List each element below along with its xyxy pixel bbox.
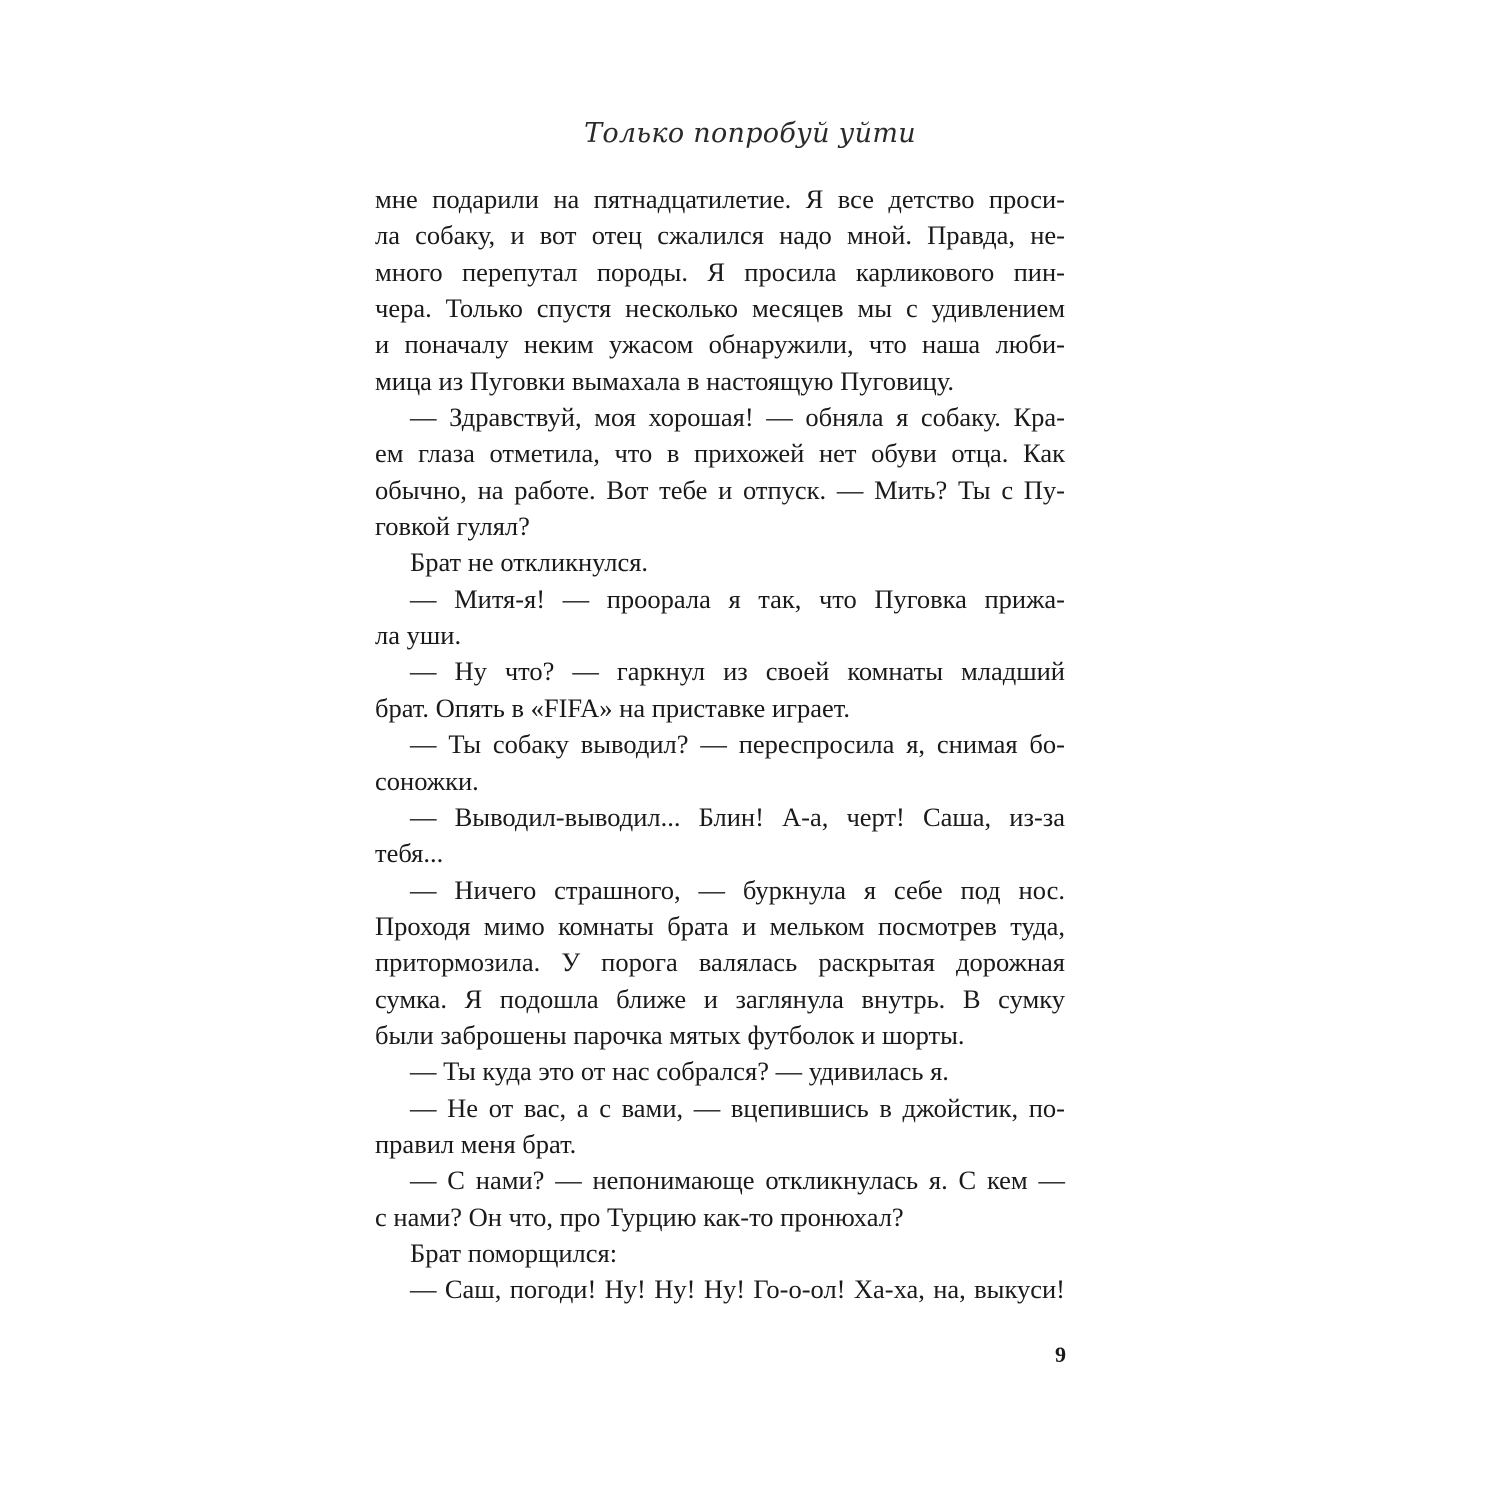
text-line: чера. Только спустя несколько месяцев мы с удивлением <box>375 293 1065 324</box>
text-line: ем глаза отметила, что в прихожей нет обуви отца. Как <box>375 438 1065 469</box>
text-line: — Саш, погоди! Ну! Ну! Ну! Го-о-ол! Ха-ха, на, выкуси! <box>410 1274 1065 1305</box>
text-line: соножки. <box>375 765 479 796</box>
text-line: мица из Пуговки вымахала в настоящую Пуговицу. <box>375 365 955 396</box>
text-line: — Не от вас, а с вами, — вцепившись в джойстик, по- <box>410 1092 1065 1123</box>
text-line: правил меня брат. <box>375 1128 577 1159</box>
text-line: сумка. Я подошла ближе и заглянула внутрь. В сумку <box>375 983 1065 1014</box>
text-line: — Ничего страшного, — буркнула я себе под нос. <box>410 874 1065 905</box>
text-line: говкой гулял? <box>375 511 530 542</box>
text-line: тебя... <box>375 838 444 869</box>
body-text <box>375 181 1065 1308</box>
text-line: Брат не откликнулся. <box>410 547 649 578</box>
page-number: 9 <box>1055 1342 1066 1367</box>
text-line: притормозила. У порога валялась раскрытая дорожная <box>375 947 1065 978</box>
text-line: ла собаку, и вот отец сжалился надо мной. Правда, не- <box>375 220 1065 251</box>
text-line: и поначалу неким ужасом обнаружили, что наша люби- <box>375 329 1065 360</box>
text-line: брат. Опять в «FIFA» на приставке играет. <box>375 692 850 723</box>
text-line: — Выводил-выводил... Блин! А-а, черт! Саша, из-за <box>410 801 1065 832</box>
text-line: ла уши. <box>375 620 462 651</box>
text-line: были заброшены парочка мятых футболок и шорты. <box>375 1019 965 1050</box>
text-line: — Ты собаку выводил? — переспросила я, снимая бо- <box>410 729 1065 760</box>
text-line: — С нами? — непонимающе откликнулась я. С кем — <box>410 1165 1065 1196</box>
text-line: — Ну что? — гаркнул из своей комнаты младший <box>410 656 1065 687</box>
running-title: Только попробуй уйти <box>584 118 916 149</box>
text-line: с нами? Он что, про Турцию как-то пронюхал? <box>375 1201 904 1232</box>
text-line: обычно, на работе. Вот тебе и отпуск. — Мить? Ты с Пу- <box>375 474 1065 505</box>
text-line: мне подарили на пятнадцатилетие. Я все детство проси- <box>375 184 1065 214</box>
text-line: — Ты куда это от нас собрался? — удивилась я. <box>410 1056 949 1087</box>
text-line: Проходя мимо комнаты брата и мельком посмотрев туда, <box>375 910 1065 941</box>
text-line: — Здравствуй, моя хорошая! — обняла я собаку. Кра- <box>410 402 1065 433</box>
text-line: Брат поморщился: <box>410 1237 618 1268</box>
text-line: много перепутал породы. Я просила карликового пин- <box>375 256 1065 287</box>
text-line: — Митя-я! — проорала я так, что Пуговка прижа- <box>410 583 1065 614</box>
